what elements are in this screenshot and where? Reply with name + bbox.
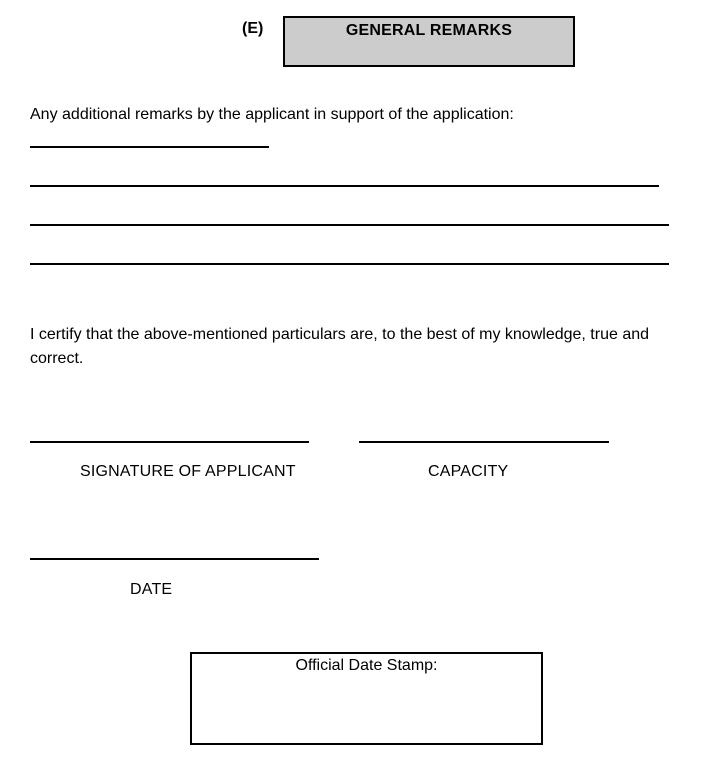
remarks-line-4[interactable] (30, 263, 669, 265)
capacity-caption: CAPACITY (428, 463, 509, 480)
section-label: (E) (242, 20, 264, 37)
signature-line[interactable] (30, 441, 309, 443)
signature-caption: SIGNATURE OF APPLICANT (80, 463, 296, 480)
remarks-line-2[interactable] (30, 185, 659, 187)
remarks-line-1[interactable] (30, 146, 269, 148)
stamp-label: Official Date Stamp: (295, 657, 438, 674)
date-line[interactable] (30, 558, 319, 560)
remarks-prompt: Any additional remarks by the applicant in support of the application: (30, 106, 514, 123)
section-title-box (283, 16, 575, 67)
capacity-line[interactable] (359, 441, 609, 443)
remarks-line-3[interactable] (30, 224, 669, 226)
section-title: GENERAL REMARKS (345, 22, 513, 39)
official-stamp-box (190, 652, 543, 745)
date-caption: DATE (130, 581, 173, 598)
certification-statement: I certify that the above-mentioned particulars are, to the best of my knowledge, true and correct. (30, 326, 650, 367)
